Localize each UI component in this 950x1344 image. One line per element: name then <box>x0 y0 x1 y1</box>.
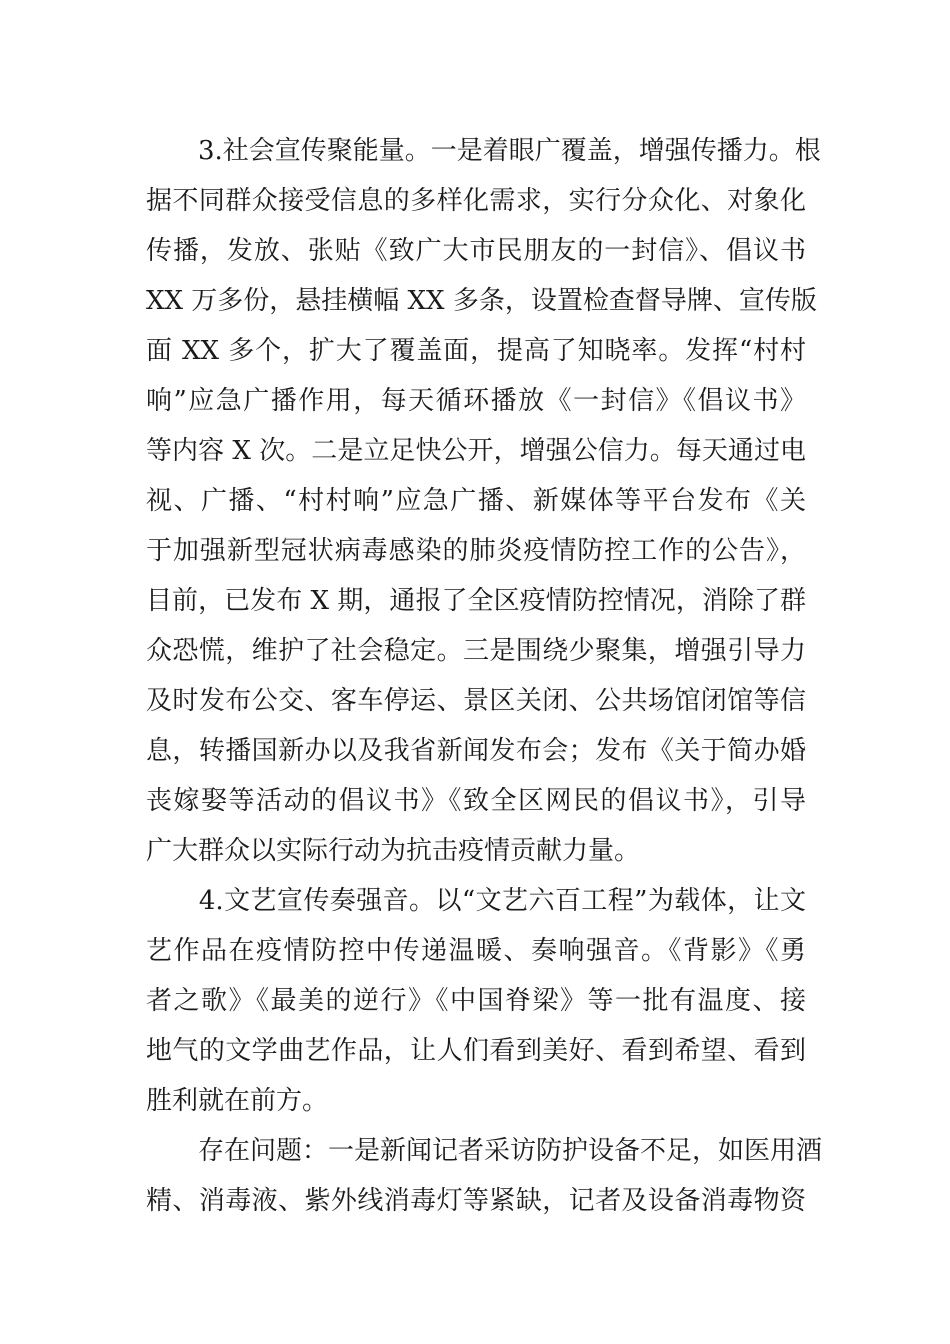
text-line: 于加强新型冠状病毒感染的肺炎疫情防控工作的公告》， <box>146 536 806 566</box>
text-line: 息，转播国新办以及我省新闻发布会；发布《关于简办婚 <box>146 736 806 766</box>
text-line: 丧嫁娶等活动的倡议书》《致全区网民的倡议书》，引导 <box>146 786 806 816</box>
text-line: 艺作品在疫情防控中传递温暖、奏响强音。《背影》《勇 <box>146 936 806 966</box>
text-line: XX 万多份，悬挂横幅 XX 多条，设置检查督导牌、宣传版 <box>146 286 817 316</box>
text-line: 存在问题：一是新闻记者采访防护设备不足，如医用酒 <box>146 1136 823 1166</box>
text-line: 者之歌》《最美的逆行》《中国脊梁》等一批有温度、接 <box>146 986 806 1016</box>
text-line: 视、广播、“村村响”应急广播、新媒体等平台发布《关 <box>146 486 806 516</box>
body-text <box>146 126 823 1226</box>
paragraph-arts-publicity <box>146 876 806 1126</box>
text-line: 精、消毒液、紫外线消毒灯等紧缺，记者及设备消毒物资 <box>146 1186 806 1216</box>
text-line: 及时发布公交、客车停运、景区关闭、公共场馆闭馆等信 <box>146 686 806 716</box>
text-line: 众恐慌，维护了社会稳定。三是围绕少聚集，增强引导力 <box>146 636 806 666</box>
paragraph-existing-problems <box>146 1126 823 1226</box>
text-line: 4.文艺宣传奏强音。以“文艺六百工程”为载体，让文 <box>146 886 806 916</box>
text-line: 胜利就在前方。 <box>146 1086 329 1116</box>
paragraph-social-publicity <box>146 126 821 876</box>
text-line: 3.社会宣传聚能量。一是着眼广覆盖，增强传播力。根 <box>146 136 821 166</box>
text-line: 面 XX 多个，扩大了覆盖面，提高了知晓率。发挥“村村 <box>146 336 806 366</box>
text-line: 地气的文学曲艺作品，让人们看到美好、看到希望、看到 <box>146 1036 806 1066</box>
text-line: 据不同群众接受信息的多样化需求，实行分众化、对象化 <box>146 186 806 216</box>
text-line: 响”应急广播作用，每天循环播放《一封信》《倡议书》 <box>146 386 806 416</box>
text-line: 传播，发放、张贴《致广大市民朋友的一封信》、倡议书 <box>146 236 806 266</box>
text-line: 广大群众以实际行动为抗击疫情贡献力量。 <box>146 836 641 866</box>
text-line: 等内容 X 次。二是立足快公开，增强公信力。每天通过电 <box>146 436 806 466</box>
text-line: 目前，已发布 X 期，通报了全区疫情防控情况，消除了群 <box>146 586 806 616</box>
